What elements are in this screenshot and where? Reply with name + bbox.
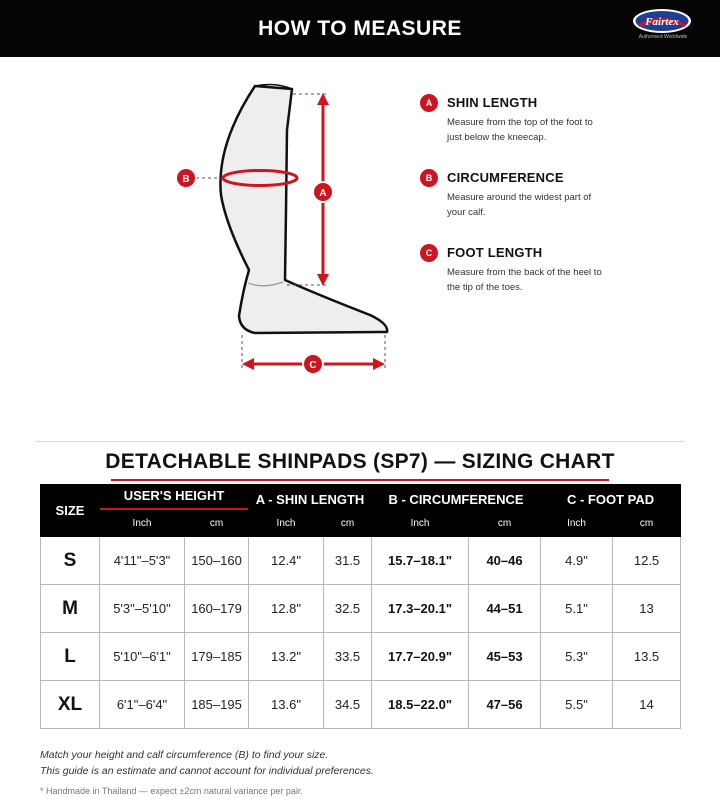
height-inch-cell: 5'3"–5'10" — [100, 585, 185, 633]
circ-inch-cell: 15.7–18.1" — [372, 537, 469, 585]
leg-measurement-diagram — [170, 80, 410, 380]
circ-inch-subheader: Inch — [372, 514, 469, 537]
table-row — [41, 681, 681, 729]
marker-a-badge: A — [420, 94, 438, 112]
shin-cm-cell: 34.5 — [324, 681, 372, 729]
size-label: S — [41, 537, 100, 585]
circ-cm-cell: 47–56 — [469, 681, 541, 729]
shin-inch-cell: 13.6" — [249, 681, 324, 729]
height-cm-cell: 150–160 — [185, 537, 249, 585]
header-bar — [0, 0, 720, 57]
marker-b-badge: B — [420, 169, 438, 187]
shin-cm-cell: 31.5 — [324, 537, 372, 585]
table-row — [41, 585, 681, 633]
shin-length-title: SHIN LENGTH — [447, 95, 538, 110]
foot-inch-subheader: Inch — [541, 514, 613, 537]
shin-cm-subheader: cm — [324, 514, 372, 537]
height-cm-cell: 179–185 — [185, 633, 249, 681]
marker-a-letter: A — [319, 188, 327, 199]
size-header: SIZE — [41, 485, 100, 537]
size-label: XL — [41, 681, 100, 729]
shin-inch-subheader: Inch — [249, 514, 324, 537]
shin-cm-cell: 33.5 — [324, 633, 372, 681]
height-cm-subheader: cm — [185, 514, 249, 537]
size-label: L — [41, 633, 100, 681]
foot-cm-subheader: cm — [613, 514, 681, 537]
height-inch-cell: 5'10"–6'1" — [100, 633, 185, 681]
foot-length-description: Measure from the back of the heel to the tip of the toes. — [447, 267, 602, 293]
shin-inch-cell: 12.4" — [249, 537, 324, 585]
height-inch-cell: 4'11"–5'3" — [100, 537, 185, 585]
leg-silhouette — [220, 86, 387, 333]
shin-length-description: Measure from the top of the foot to just below the kneecap. — [447, 117, 593, 143]
foot-cm-cell: 13 — [613, 585, 681, 633]
shin-inch-cell: 13.2" — [249, 633, 324, 681]
table-row — [41, 537, 681, 585]
circ-cm-cell: 40–46 — [469, 537, 541, 585]
foot-inch-cell: 5.1" — [541, 585, 613, 633]
size-label: M — [41, 585, 100, 633]
table-row — [41, 633, 681, 681]
height-inch-cell: 6'1"–6'4" — [100, 681, 185, 729]
foot-length-title: FOOT LENGTH — [447, 245, 543, 260]
height-cm-cell: 185–195 — [185, 681, 249, 729]
shin-inch-cell: 12.8" — [249, 585, 324, 633]
marker-b-letter: B — [182, 174, 190, 185]
foot-cm-cell: 12.5 — [613, 537, 681, 585]
footnote: * Handmade in Thailand — expect ±2cm natural variance per pair. — [40, 786, 303, 796]
circ-inch-cell: 17.3–20.1" — [372, 585, 469, 633]
page-title: HOW TO MEASURE — [258, 17, 462, 40]
foot-inch-cell: 5.5" — [541, 681, 613, 729]
height-header-label: USER'S HEIGHT — [123, 488, 225, 503]
section-divider — [35, 441, 685, 442]
height-header — [100, 485, 249, 514]
circ-cm-cell: 45–53 — [469, 633, 541, 681]
height-inch-subheader: Inch — [100, 514, 185, 537]
chart-title: DETACHABLE SHINPADS (SP7) — SIZING CHART — [105, 450, 615, 473]
circ-inch-cell: 18.5–22.0" — [372, 681, 469, 729]
note-line-2: This guide is an estimate and cannot account for individual preferences. — [40, 765, 374, 777]
foot-cm-cell: 13.5 — [613, 633, 681, 681]
foot-pad-header: C - FOOT PAD — [541, 485, 681, 514]
shin-length-header: A - SHIN LENGTH — [249, 485, 372, 514]
circ-cm-cell: 44–51 — [469, 585, 541, 633]
marker-c-badge: C — [420, 244, 438, 262]
height-header-underline — [100, 508, 252, 510]
foot-inch-cell: 5.3" — [541, 633, 613, 681]
circ-cm-subheader: cm — [469, 514, 541, 537]
fairtex-logo — [631, 6, 693, 48]
circumference-description: Measure around the widest part of your calf. — [447, 192, 592, 218]
sizing-table — [40, 484, 681, 729]
circ-inch-cell: 17.7–20.9" — [372, 633, 469, 681]
shin-cm-cell: 32.5 — [324, 585, 372, 633]
height-cm-cell: 160–179 — [185, 585, 249, 633]
circumference-header: B - CIRCUMFERENCE — [372, 485, 541, 514]
circumference-title: CIRCUMFERENCE — [447, 170, 564, 185]
foot-cm-cell: 14 — [613, 681, 681, 729]
note-line-1: Match your height and calf circumference (B) to find your size. — [40, 749, 329, 761]
logo-tagline: Authorised Worldwide — [638, 34, 688, 40]
logo-wordmark: Fairtex — [645, 16, 679, 28]
foot-inch-cell: 4.9" — [541, 537, 613, 585]
chart-title-underline — [111, 479, 609, 481]
marker-c-letter: C — [309, 360, 317, 371]
